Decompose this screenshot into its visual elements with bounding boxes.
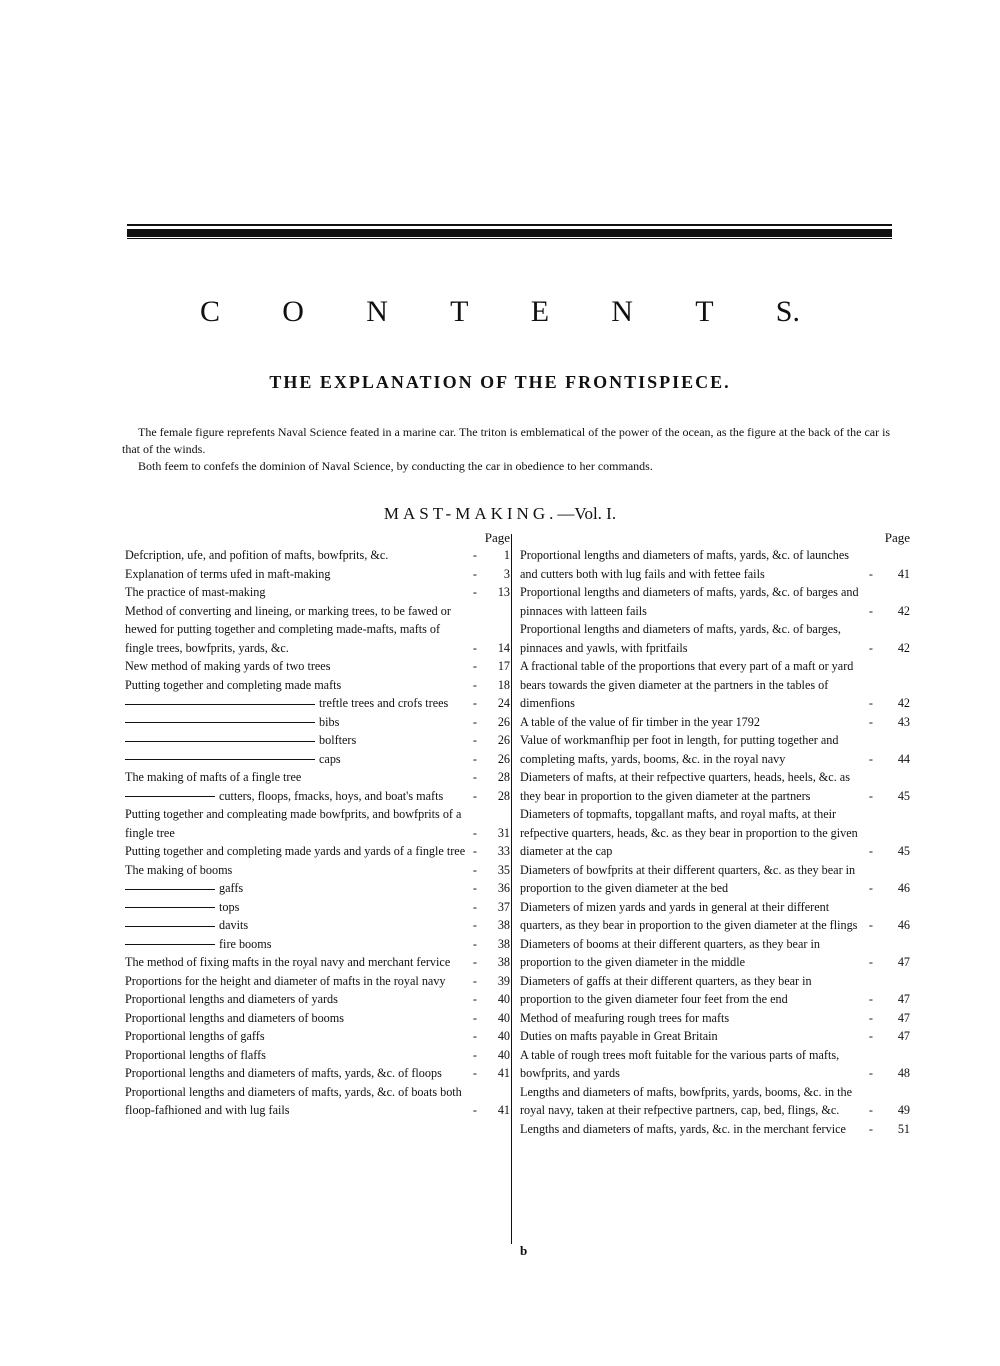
leader-dashes: - [863,603,880,618]
entry-text: Proportional lengths and diameters of mafts, yards, &c. of floops [125,1066,442,1080]
entry-text: A table of rough trees moft fuitable for the various parts of mafts, bowfprits, and yards [520,1047,840,1080]
ditto-rule [125,722,315,723]
entry-page-number: 37 [497,899,510,914]
contents-entry [125,546,510,565]
entry-text: fire booms [219,936,272,951]
entry-text: bolfters [319,733,357,747]
leader-dashes: - [467,696,484,710]
entry-page-number: 42 [897,696,910,710]
title-letter: O [282,295,304,328]
column-divider [511,534,512,1244]
leader-dashes: - [863,992,880,1006]
title-letter: T [450,295,469,328]
entry-title [125,1064,468,1083]
ditto-rule [125,889,215,890]
entry-text: Duties on mafts payable in Great Britain [520,1029,718,1043]
entry-title [520,935,864,972]
page-column-label: Page [884,530,910,545]
leader-dashes: - [863,1103,880,1117]
entry-text: Diameters of gaffs at their different quarters, as they bear in proportion to the given diameter four feet from the end [520,973,812,1006]
contents-entry [125,787,510,806]
leader-dashes: - [467,1010,484,1025]
entry-page-number: 47 [897,1010,910,1025]
frontispiece-heading: THE EXPLANATION OF THE FRONTISPIECE. [269,372,731,392]
leader-dashes: - [467,770,484,784]
entry-title [125,879,468,898]
entry-page-number: 41 [497,1103,510,1117]
entry-text: Method of meafuring rough trees for mafts [520,1010,730,1025]
contents-entry [520,1046,910,1083]
entry-title [125,583,468,602]
contents-entry [520,731,910,768]
entry-text: A table of the value of fir timber in the year 1792 [520,714,760,729]
entry-title [125,898,468,917]
entry-page-number: 26 [497,714,510,729]
contents-entry [125,1009,510,1028]
leader-dashes: - [467,751,484,766]
ditto-rule [125,759,315,760]
contents-entry [520,805,910,861]
contents-entry [125,953,510,972]
entry-text: The making of mafts of a fingle tree [125,770,302,784]
contents-entry [125,1064,510,1083]
title-letter: C [200,295,221,328]
leader-dashes: - [467,566,484,581]
contents-entry [125,694,510,713]
entry-title [520,657,864,713]
entry-text: Proportional lengths and diameters of booms [125,1010,345,1025]
entry-title [125,565,468,584]
entry-text: tops [219,899,240,914]
entry-text: The making of booms [125,862,233,877]
contents-entry [125,565,510,584]
entry-title [125,676,468,695]
entry-text: Proportional lengths and diameters of mafts, yards, &c. of launches and cutters both with lug fails and with fettee fails [520,548,849,581]
entry-title [125,787,468,806]
leader-dashes: - [467,1047,484,1062]
entry-title [520,1120,864,1139]
title-letter: N [611,295,633,328]
entry-page-number: 39 [497,973,510,988]
entry-text: Proportional lengths and diameters of yards [125,992,338,1006]
entry-title [520,861,864,898]
entry-page-number: 49 [897,1103,910,1117]
entry-text: Proportions for the height and diameter of mafts in the royal navy [125,973,446,988]
leader-dashes: - [863,1121,880,1136]
entry-page-number: 38 [497,955,510,969]
ditto-rule [125,741,315,742]
leader-dashes: - [467,585,484,599]
entry-text: treftle trees and crofs trees [319,696,449,710]
entry-page-number: 26 [497,751,510,766]
leader-dashes: - [467,825,484,840]
entry-title [125,546,468,565]
entry-text: The practice of mast-making [125,585,266,599]
leader-dashes: - [863,788,880,803]
entry-page-number: 26 [497,733,510,747]
title-letter: N [366,295,388,328]
leader-dashes: - [467,677,484,692]
entry-text: Diameters of mafts, at their refpective quarters, heads, heels, &c. as they bear in proportion to the given diameter at the partners [520,770,850,803]
entry-title [520,620,864,657]
leader-dashes: - [467,881,484,895]
entry-page-number: 28 [497,788,510,803]
entry-text: The method of fixing mafts in the royal navy and merchant fervice [125,955,451,969]
entry-title [125,990,468,1009]
entry-title [125,694,468,713]
ditto-rule [125,796,215,797]
entry-text: Diameters of booms at their different quarters, as they bear in proportion to the given diameter in the middle [520,936,820,969]
leader-dashes: - [863,1010,880,1025]
entry-title [125,602,468,658]
entry-text: Lengths and diameters of mafts, bowfprits, yards, booms, &c. in the royal navy, taken at their refpective partners, cap, bed, flings, &c. [520,1084,853,1117]
entry-title [520,972,864,1009]
leader-dashes: - [863,566,880,581]
entry-title [520,1009,864,1028]
contents-entry [125,583,510,602]
contents-entry [125,805,510,842]
leader-dashes: - [863,1066,880,1080]
contents-title [200,292,800,332]
contents-entry [125,879,510,898]
leader-dashes: - [863,714,880,729]
leader-dashes: - [467,918,484,932]
entry-title [125,972,468,991]
contents-entry [520,1027,910,1046]
contents-left-column [125,530,510,1120]
contents-entry [125,731,510,750]
entry-page-number: 14 [497,640,510,655]
entry-title [125,713,468,732]
contents-entry [125,935,510,954]
leader-dashes: - [467,1029,484,1043]
entry-page-number: 31 [497,825,510,840]
contents-entry [520,935,910,972]
explanation-paragraph: The female figure reprefents Naval Science feated in a marine car. The triton is emblematical of the power of the ocean, as the figure at the back of the car is that of the winds. [122,425,891,456]
volume-label: —Vol. I. [557,504,617,523]
entry-page-number: 46 [897,918,910,932]
contents-entry [125,861,510,880]
entry-text: Putting together and completing made mafts [125,677,342,692]
entry-page-number: 35 [497,862,510,877]
section-heading [0,504,1000,524]
entry-text: Proportional lengths and diameters of mafts, yards, &c. of barges, pinnaces and yawls, with fpritfails [520,622,841,655]
ditto-rule [125,926,215,927]
top-double-rule [127,224,892,240]
entry-title [125,768,468,787]
leader-dashes: - [467,659,484,673]
entry-text: Proportional lengths and diameters of mafts, yards, &c. of barges and pinnaces with latteen fails [520,585,859,618]
title-letter: E [530,295,550,328]
entry-title [125,1027,468,1046]
contents-entry [520,1120,910,1139]
entry-title [520,731,864,768]
entry-page-number: 41 [497,1066,510,1080]
leader-dashes: - [467,899,484,914]
contents-entry [125,898,510,917]
page-column-label: Page [484,530,510,545]
section-title: MAST-MAKING. [383,504,558,523]
entry-title [520,1046,864,1083]
leader-dashes: - [863,955,880,969]
leader-dashes: - [467,1103,484,1117]
entry-page-number: 42 [897,640,910,655]
leader-dashes: - [863,751,880,766]
leader-dashes: - [863,640,880,655]
ditto-rule [125,944,215,945]
leader-dashes: - [467,862,484,877]
entry-title [520,898,864,935]
left-entry-list [125,546,510,1120]
leader-dashes: - [863,1029,880,1043]
entry-text: bibs [319,714,340,729]
contents-entry [520,768,910,805]
entry-title [520,768,864,805]
entry-title [125,805,468,842]
contents-entry [125,1046,510,1065]
entry-page-number: 40 [497,992,510,1006]
contents-entry [520,898,910,935]
contents-entry [520,620,910,657]
entry-page-number: 38 [497,918,510,932]
leader-dashes: - [467,788,484,803]
contents-entry [125,750,510,769]
contents-entry [520,1083,910,1120]
ditto-rule [125,907,215,908]
leader-dashes: - [467,844,484,858]
contents-entry [125,768,510,787]
entry-title [125,1046,468,1065]
contents-entry [125,1027,510,1046]
entry-page-number: 41 [897,566,910,581]
entry-text: Lengths and diameters of mafts, yards, &c. in the merchant fervice [520,1121,846,1136]
entry-text: caps [319,751,341,766]
entry-page-number: 45 [897,844,910,858]
entry-page-number: 40 [497,1047,510,1062]
entry-page-number: 18 [497,677,510,692]
title-letter: S. [775,295,800,328]
entry-title [520,1083,864,1120]
entry-title [125,916,468,935]
entry-text: Diameters of bowfprits at their different quarters, &c. as they bear in proportion to the given diameter at the bed [520,862,856,895]
entry-title [520,713,864,732]
entry-text: gaffs [219,881,244,895]
leader-dashes: - [467,733,484,747]
leader-dashes: - [863,844,880,858]
signature-mark: b [520,1243,528,1258]
contents-entry [125,713,510,732]
leader-dashes: - [467,714,484,729]
leader-dashes: - [863,918,880,932]
entry-text: cutters, floops, fmacks, hoys, and boat's mafts [219,788,444,803]
entry-title [125,842,468,861]
entry-page-number: 28 [497,770,510,784]
entry-page-number: 36 [497,881,510,895]
entry-title [125,935,468,954]
entry-text: Proportional lengths of gaffs [125,1029,265,1043]
entry-title [520,546,864,583]
entry-text: Defcription, ufe, and pofition of mafts, bowfprits, &c. [125,548,389,562]
entry-title [125,861,468,880]
right-entry-list [520,546,910,1138]
entry-text: Diameters of mizen yards and yards in general at their different quarters, as they bear in proportion to the given diameter at the flings [520,899,858,932]
contents-entry [125,602,510,658]
entry-text: Method of converting and lineing, or marking trees, to be fawed or hewed for putting together and completing made-mafts, mafts of fingle trees, bowfprits, yards, &c. [125,603,451,655]
leader-dashes: - [467,1066,484,1080]
contents-entry [520,657,910,713]
entry-page-number: 45 [897,788,910,803]
contents-entry [125,1083,510,1120]
entry-text: Putting together and compleating made bowfprits, and bowfprits of a fingle tree [125,807,462,840]
entry-text: Proportional lengths of flaffs [125,1047,266,1062]
entry-page-number: 48 [897,1066,910,1080]
entry-title [520,583,864,620]
contents-entry [520,583,910,620]
leader-dashes: - [863,881,880,895]
entry-page-number: 3 [503,566,510,581]
entry-page-number: 38 [497,936,510,951]
entry-page-number: 42 [897,603,910,618]
title-letter: T [695,295,714,328]
entry-text: Proportional lengths and diameters of mafts, yards, &c. of boats both floop-fafhioned and with lug fails [125,1084,462,1117]
contents-entry [520,1009,910,1028]
contents-entry [125,676,510,695]
entry-text: Diameters of topmafts, topgallant mafts, and royal mafts, at their refpective quarters, heads, &c. as they bear in proportion to the given diameter at the cap [520,807,858,858]
entry-text: Putting together and completing made yards and yards of a fingle tree [125,844,466,858]
entry-title [125,750,468,769]
frontispiece-explanation [122,424,902,475]
contents-entry [520,713,910,732]
entry-page-number: 47 [897,992,910,1006]
leader-dashes: - [467,955,484,969]
entry-title [125,1009,468,1028]
entry-text: Explanation of terms ufed in maft-making [125,566,331,581]
entry-page-number: 13 [497,585,510,599]
contents-entry [125,990,510,1009]
explanation-paragraph: Both feem to confefs the dominion of Naval Science, by conducting the car in obedience to her commands. [138,459,653,473]
entry-page-number: 33 [497,844,510,858]
entry-page-number: 40 [497,1029,510,1043]
entry-text: A fractional table of the proportions that every part of a maft or yard bears towards the given diameter at the partners in the tables of dimenfions [520,659,854,710]
entry-title [125,731,468,750]
entry-text: New method of making yards of two trees [125,659,331,673]
contents-entry [520,546,910,583]
entry-title [125,953,468,972]
entry-page-number: 1 [503,548,510,562]
entry-text: Value of workmanfhip per foot in length, for putting together and completing mafts, yards, booms, &c. in the royal navy [520,733,839,766]
contents-entry [125,972,510,991]
leader-dashes: - [467,640,484,655]
leader-dashes: - [467,548,484,562]
entry-page-number: 40 [497,1010,510,1025]
contents-right-column [520,530,910,1138]
contents-entry [125,842,510,861]
entry-title [125,1083,468,1120]
entry-page-number: 43 [897,714,910,729]
contents-entry [125,916,510,935]
contents-entry [520,861,910,898]
entry-text: davits [219,918,249,932]
entry-title [125,657,468,676]
entry-page-number: 47 [897,1029,910,1043]
entry-page-number: 44 [897,751,910,766]
entry-page-number: 51 [897,1121,910,1136]
contents-entry [125,657,510,676]
entry-page-number: 17 [497,659,510,673]
leader-dashes: - [467,992,484,1006]
ditto-rule [125,704,315,705]
contents-entry [520,972,910,1009]
entry-page-number: 46 [897,881,910,895]
leader-dashes: - [467,973,484,988]
entry-page-number: 24 [497,696,510,710]
leader-dashes: - [467,936,484,951]
entry-title [520,805,864,861]
leader-dashes: - [863,696,880,710]
entry-page-number: 47 [897,955,910,969]
entry-title [520,1027,864,1046]
